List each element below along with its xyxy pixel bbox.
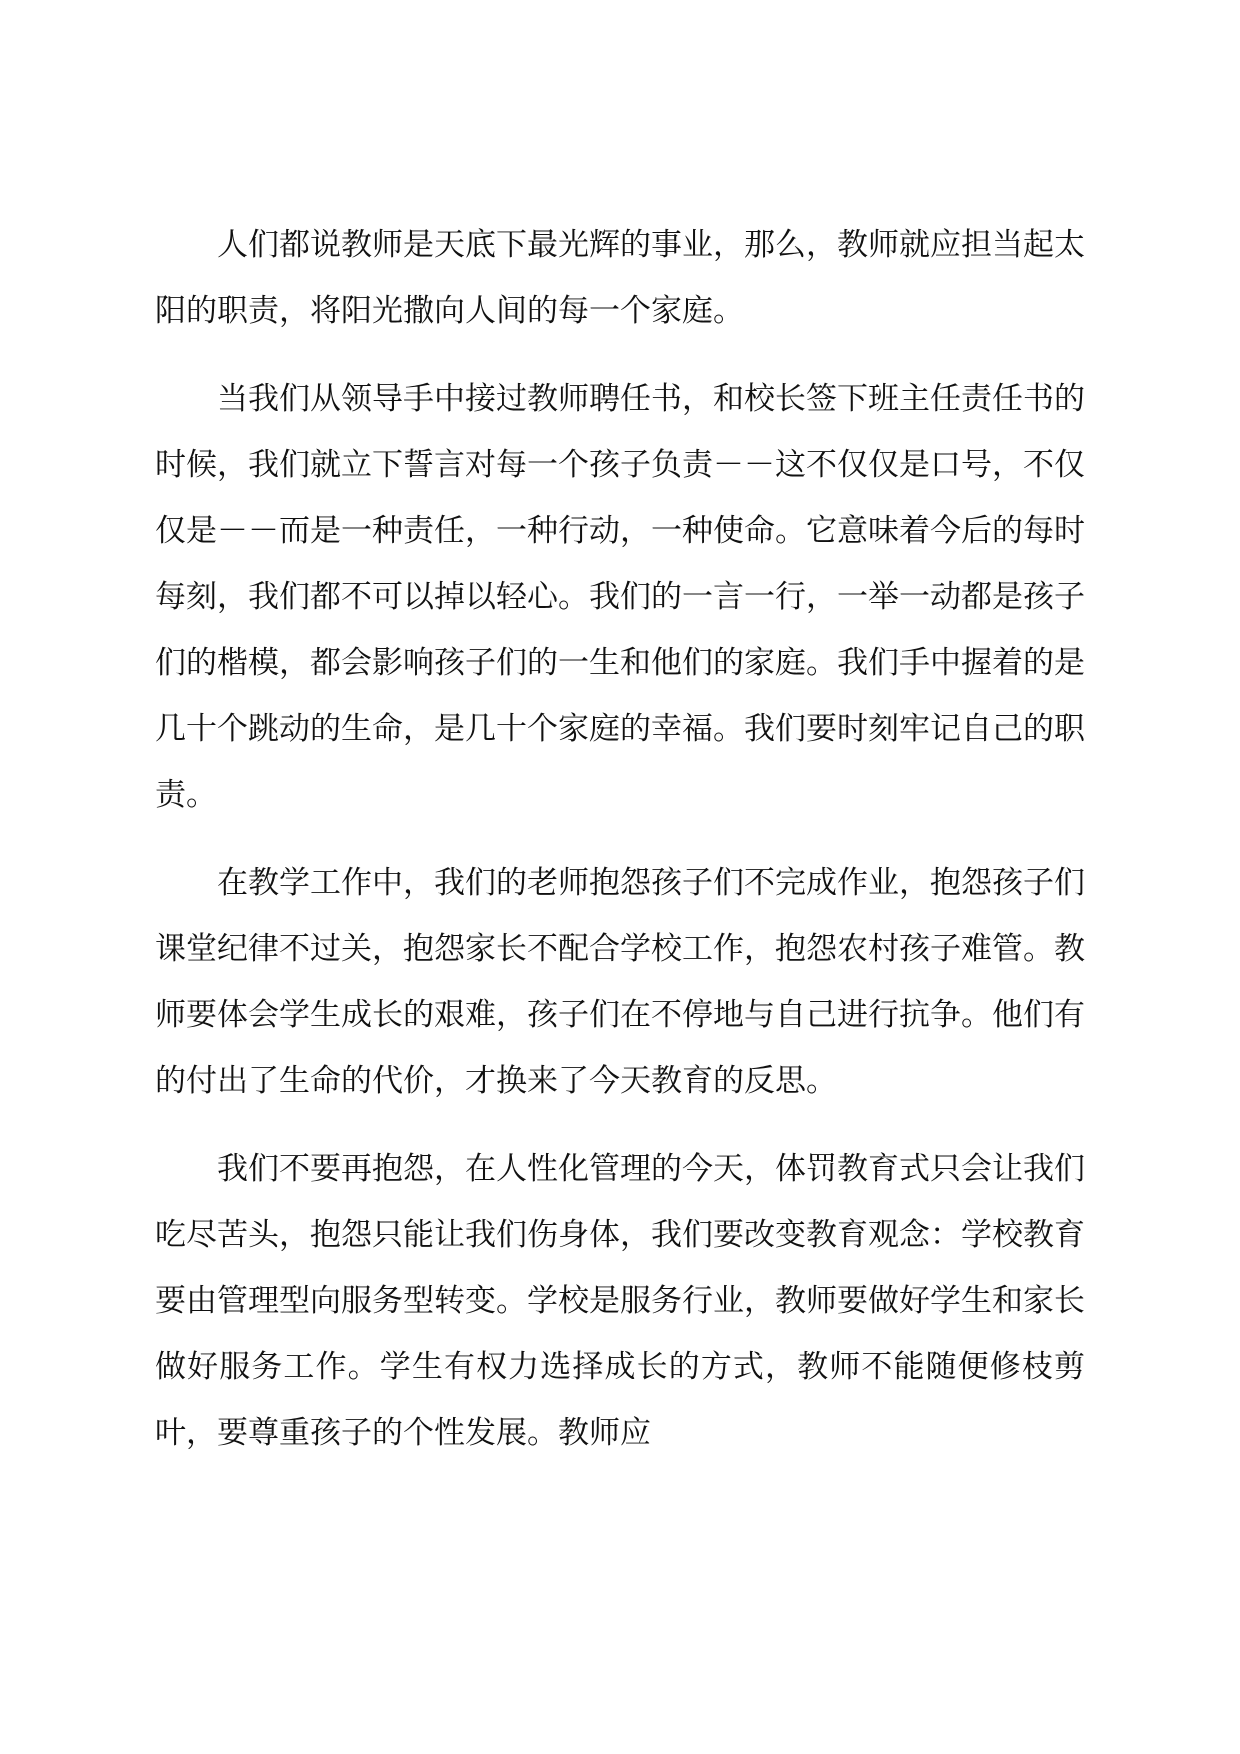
paragraph-3: 在教学工作中，我们的老师抱怨孩子们不完成作业，抱怨孩子们课堂纪律不过关，抱怨家长不配合学校工作，抱怨农村孩子难管。教师要体会学生成长的艰难，孩子们在不停地与自己进行抗争。他们有的付出了生命的代价，才换来了今天教育的反思。 xyxy=(155,865,1085,1099)
document-body xyxy=(155,212,1085,1488)
paragraph-2: 当我们从领导手中接过教师聘任书，和校长签下班主任责任书的时候，我们就立下誓言对每一个孩子负责－－这不仅仅是口号，不仅仅是－－而是一种责任，一种行动，一种使命。它意味着今后的每时每刻，我们都不可以掉以轻心。我们的一言一行，一举一动都是孩子们的楷模，都会影响孩子们的一生和他们的家庭。我们手中握着的是几十个跳动的生命，是几十个家庭的幸福。我们要时刻牢记自己的职责。 xyxy=(155,381,1085,813)
paragraph-1: 人们都说教师是天底下最光辉的事业，那么，教师就应担当起太阳的职责，将阳光撒向人间的每一个家庭。 xyxy=(155,227,1085,329)
paragraph-4: 我们不要再抱怨，在人性化管理的今天，体罚教育式只会让我们吃尽苦头，抱怨只能让我们伤身体，我们要改变教育观念：学校教育要由管理型向服务型转变。学校是服务行业，教师要做好学生和家长做好服务工作。学生有权力选择成长的方式，教师不能随便修枝剪叶，要尊重孩子的个性发展。教师应 xyxy=(155,1151,1085,1451)
